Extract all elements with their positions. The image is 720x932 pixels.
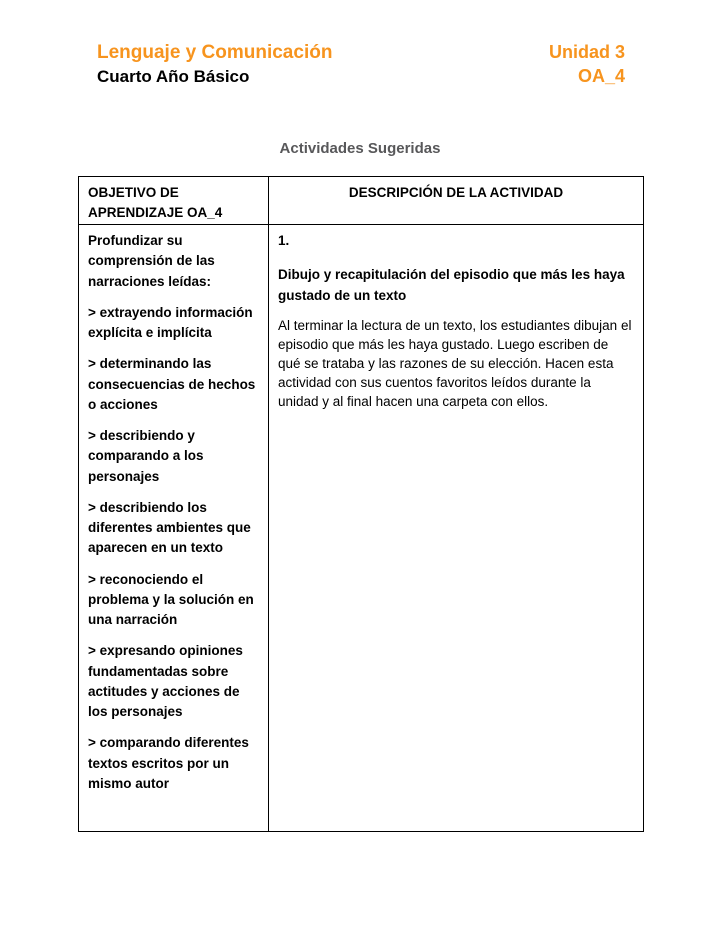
objective-item: > expresando opiniones fundamentadas sobre actitudes y acciones de los personajes [88,643,243,719]
unit-label: Unidad 3 [548,42,625,62]
objective-item: > describiendo los diferentes ambientes que aparecen en un texto [88,499,251,556]
objective-cell [79,225,269,831]
activity-cell [269,225,643,831]
objective-item: > comparando diferentes textos escritos por un mismo autor [88,735,249,791]
objective-item: > reconociendo el problema y la solución en una narración [88,571,254,627]
activity-title: Dibujo y recapitulación del episodio que más les haya gustado de un texto [278,267,625,303]
header-row-top [97,42,625,64]
subject-title: Lenguaje y Comunicación [97,42,333,63]
objective-item: > extrayendo información explícita e implícita [88,304,253,340]
activity-number: 1. [278,233,290,248]
page-title: Actividades Sugeridas [279,140,441,157]
column-header-objective: OBJETIVO DE APRENDIZAJE OA_4 [79,177,269,225]
activities-table [78,176,644,832]
document-header [97,42,625,87]
grade-title: Cuarto Año Básico [97,67,250,86]
activity-description: Al terminar la lectura de un texto, los estudiantes dibujan el episodio que más les haya gustado. Luego escriben de qué se trataba y las razones de su elección. Hacen esta actividad con sus cuentos favoritos leídos durante la unidad y al final hacen una carpeta con ellos. [278,317,632,410]
objective-item: > determinando las consecuencias de hechos o acciones [88,356,256,412]
header-row-bottom [97,64,625,87]
objective-item: > describiendo y comparando a los personajes [88,428,204,484]
oa-label: OA_4 [577,66,625,86]
column-header-description: DESCRIPCIÓN DE LA ACTIVIDAD [269,177,643,225]
objective-intro: Profundizar su comprensión de las narraciones leídas: [88,233,215,289]
